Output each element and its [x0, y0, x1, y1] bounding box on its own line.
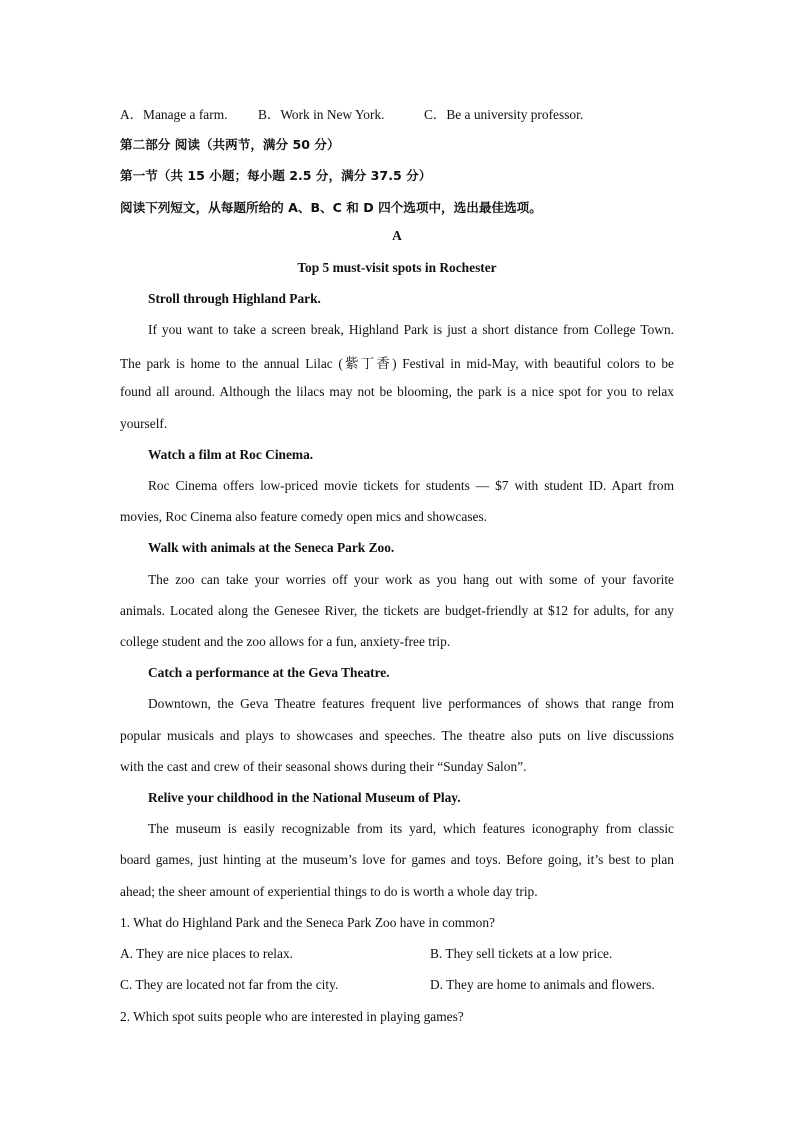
spot-3-line-1: The zoo can take your worries off your work as you hang out with some of your favorite: [148, 572, 674, 587]
passage-title: Top 5 must-visit spots in Rochester: [297, 260, 497, 275]
prev-option-a: A．Manage a farm.: [120, 107, 228, 122]
question-2-stem: 2. Which spot suits people who are interested in playing games?: [120, 1009, 464, 1024]
spot-2-line-2: movies, Roc Cinema also feature comedy open mics and showcases.: [120, 509, 488, 524]
spot-5-line-1: The museum is easily recognizable from its yard, which features iconography from classic: [148, 821, 674, 836]
spot-heading-5: Relive your childhood in the National Museum of Play.: [148, 790, 461, 805]
spot-2-line-1: Roc Cinema offers low-priced movie tickets for students — $7 with student ID. Apart from: [148, 478, 674, 493]
spot-heading-1: Stroll through Highland Park.: [148, 291, 321, 306]
passage-letter: A: [392, 228, 402, 243]
question-1-option-c: C. They are located not far from the city.: [120, 977, 339, 992]
prev-option-b: B．Work in New York.: [258, 107, 385, 122]
prev-option-c: C．Be a university professor.: [424, 107, 584, 122]
question-1-stem: 1. What do Highland Park and the Seneca Park Zoo have in common?: [120, 915, 495, 930]
section1-header: 第一节（共 15 小题；每小题 2.5 分，满分 37.5 分）: [120, 168, 432, 183]
spot-1-line-3: found all around. Although the lilacs may not be blooming, the park is a nice spot for you to relax: [120, 384, 674, 399]
part2-header: 第二部分 阅读（共两节，满分 50 分）: [120, 137, 340, 152]
spot-5-line-3: ahead; the sheer amount of experiential things to do is worth a whole day trip.: [120, 884, 538, 899]
spot-1-line-1: If you want to take a screen break, Highland Park is just a short distance from College Town.: [148, 322, 674, 337]
reading-instruction: 阅读下列短文，从每题所给的 A、B、C 和 D 四个选项中，选出最佳选项。: [120, 200, 542, 215]
question-1-option-a: A. They are nice places to relax.: [120, 946, 294, 961]
spot-3-line-3: college student and the zoo allows for a fun, anxiety-free trip.: [120, 634, 451, 649]
spot-3-line-2: animals. Located along the Genesee River, the tickets are budget-friendly at $12 for adults, for any: [120, 603, 674, 618]
spot-1-line-2: The park is home to the annual Lilac (紫丁香) Festival in mid-May, with beautiful colors to be: [120, 356, 674, 371]
spot-1-line-4: yourself.: [120, 416, 168, 431]
spot-heading-3: Walk with animals at the Seneca Park Zoo.: [148, 540, 395, 555]
spot-heading-4: Catch a performance at the Geva Theatre.: [148, 665, 390, 680]
spot-4-line-2: popular musicals and plays to showcases and speeches. The theatre also puts on live discussions: [120, 728, 674, 743]
spot-4-line-3: with the cast and crew of their seasonal shows during their “Sunday Salon”.: [120, 759, 527, 774]
spot-4-line-1: Downtown, the Geva Theatre features frequent live performances of shows that range from: [148, 696, 674, 711]
spot-heading-2: Watch a film at Roc Cinema.: [148, 447, 314, 462]
spot-5-line-2: board games, just hinting at the museum’s love for games and toys. Before going, it’s best to plan: [120, 852, 674, 867]
question-1-option-b: B. They sell tickets at a low price.: [430, 946, 613, 961]
question-1-option-d: D. They are home to animals and flowers.: [430, 977, 655, 992]
